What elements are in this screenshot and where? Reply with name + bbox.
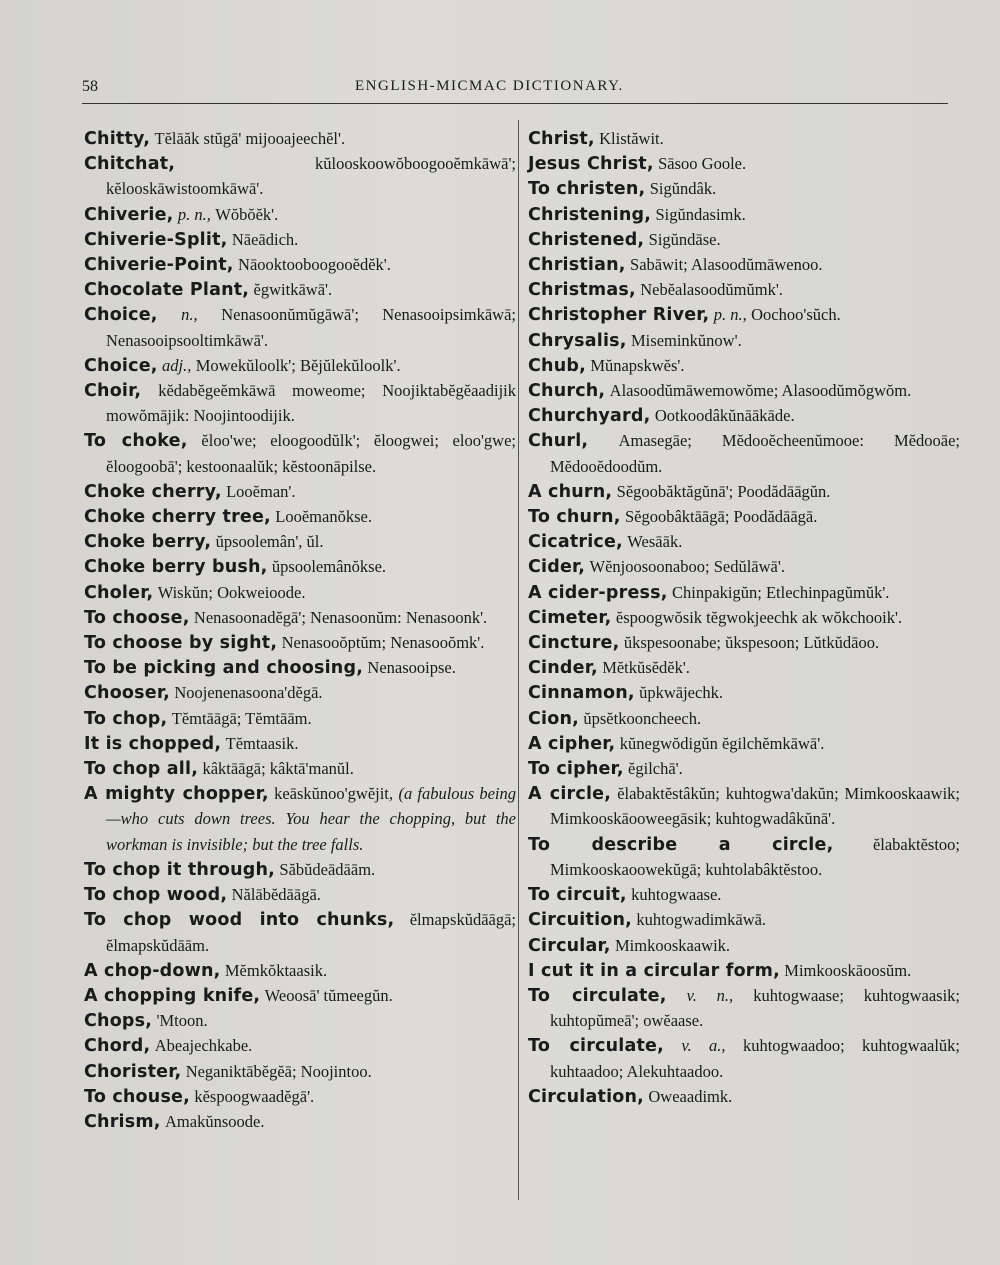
entry-definition: Tĕmtaasik. [225, 733, 299, 753]
entry-definition: Mĕmkŏktaasik. [224, 960, 328, 980]
dictionary-entry [528, 479, 960, 504]
entry-headword: A chopping knife, [84, 985, 261, 1006]
entry-headword: To chop wood, [84, 885, 228, 906]
entry-definition: Sigŭndâk. [649, 179, 717, 199]
entry-headword: Chub, [528, 355, 586, 376]
entry-headword: To circuit, [528, 885, 627, 906]
dictionary-entry [528, 933, 960, 958]
entry-headword: Chrism, [84, 1111, 161, 1132]
entry-grammar: adj., [162, 355, 192, 375]
dictionary-entry [84, 126, 516, 151]
entry-grammar: p. n., [177, 204, 211, 224]
entry-definition: Nălābĕdāāgā. [231, 885, 321, 905]
entry-headword: To cipher, [528, 759, 624, 780]
entry-grammar: v. a., [681, 1036, 726, 1056]
dictionary-entry [528, 252, 960, 277]
entry-headword: To choose, [84, 607, 190, 628]
entry-definition: Nenasoonŭmŭgāwā'; Nenasooipsimkāwā; Nenasooipsooltimkāwā'. [106, 305, 517, 350]
dictionary-entry [528, 126, 960, 151]
entry-definition: Nenasooipse. [367, 658, 456, 678]
entry-headword: Chiverie, [84, 204, 174, 225]
dictionary-entry [528, 202, 960, 227]
entry-headword: Choler, [84, 582, 154, 603]
entry-headword: To churn, [528, 507, 621, 528]
entry-headword: Cinnamon, [528, 683, 635, 704]
dictionary-entry [528, 958, 960, 983]
dictionary-entry [528, 706, 960, 731]
entry-definition: Wĕnjoosoonaboo; Sedŭlāwā'. [589, 557, 785, 577]
dictionary-entry [84, 277, 516, 302]
entry-headword: Chooser, [84, 683, 170, 704]
entry-definition: Wŏbŏĕk'. [215, 204, 279, 224]
entry-headword: Churchyard, [528, 406, 651, 427]
dictionary-entry [84, 529, 516, 554]
dictionary-entry [528, 353, 960, 378]
entry-headword: To chouse, [84, 1086, 190, 1107]
dictionary-entry [528, 882, 960, 907]
entry-headword: Christened, [528, 229, 645, 250]
entry-headword: Chorister, [84, 1061, 182, 1082]
entry-definition: ŭpsĕtkooncheech. [583, 708, 702, 728]
entry-headword: A cider-press, [528, 582, 668, 603]
entry-headword: I cut it in a circular form, [528, 960, 780, 981]
dictionary-entry [528, 151, 960, 176]
entry-definition: Wiskŭn; Ookweioode. [157, 582, 306, 602]
dictionary-entry [84, 252, 516, 277]
entry-headword: Choice, [84, 305, 158, 326]
entry-headword: To describe a circle, [528, 834, 834, 855]
entry-headword: Chitty, [84, 129, 151, 149]
dictionary-entry [84, 1084, 516, 1109]
entry-headword: It is chopped, [84, 733, 222, 754]
dictionary-entry [84, 554, 516, 579]
entry-definition: Klistăwit. [599, 129, 664, 148]
entry-headword: Choke cherry tree, [84, 507, 271, 528]
dictionary-entry [528, 907, 960, 932]
entry-definition: Amakŭnsoode. [165, 1111, 265, 1131]
entry-headword: Chops, [84, 1011, 153, 1032]
entry-definition: Nenasoonadĕgā'; Nenasoonŭm: Nenasoonk'. [193, 607, 488, 627]
entry-definition: kuhtogwadimkāwā. [636, 910, 767, 930]
entry-headword: To christen, [528, 179, 646, 200]
dictionary-entry [84, 958, 516, 983]
dictionary-entry [84, 706, 516, 731]
entry-headword: A circle, [528, 784, 612, 805]
entry-headword: Circulation, [528, 1086, 645, 1107]
dictionary-entry [84, 882, 516, 907]
dictionary-entry [84, 907, 516, 957]
dictionary-entry [528, 328, 960, 353]
dictionary-entry [84, 479, 516, 504]
entry-definition: kĕspoogwaadĕgā'. [194, 1086, 315, 1106]
entry-definition: Tĕmtāāgā; Tĕmtāām. [171, 708, 312, 728]
entry-headword: To chop it through, [84, 859, 276, 880]
entry-definition: Mowekŭloolk'; Bĕjŭlekŭloolk'. [195, 355, 401, 375]
entry-headword: Christian, [528, 255, 626, 276]
dictionary-entry [84, 428, 516, 478]
entry-definition: keāskŭnoo'gwĕjit, [274, 784, 394, 804]
dictionary-entry [528, 428, 960, 478]
entry-headword: Chitchat, [84, 154, 176, 175]
entry-definition: kuhtogwaadoo; kuhtogwaalŭk; kuhtaadoo; Alekuhtaadoo. [550, 1036, 961, 1081]
dictionary-entry [528, 554, 960, 579]
entry-definition: ŭpkwājechk. [639, 683, 723, 703]
entry-definition: 'Mtoon. [156, 1011, 208, 1031]
dictionary-entry [528, 1084, 960, 1109]
entry-definition: Oweaadimk. [648, 1086, 733, 1106]
entry-definition: kŭlooskoowŏboogooĕmkāwā'; kĕlooskāwistoomkāwā'. [106, 154, 516, 199]
entry-definition: Weoosā' tŭmeegŭn. [264, 985, 393, 1005]
dictionary-entry [528, 832, 960, 882]
entry-headword: Chocolate Plant, [84, 280, 250, 301]
entry-definition: ŭkspesoonabe; ŭkspesoon; Lŭtkŭdāoo. [623, 633, 880, 653]
entry-definition: ŭpsoolemân', ŭl. [215, 532, 324, 552]
entry-headword: Cinder, [528, 658, 598, 679]
entry-headword: A mighty chopper, [84, 784, 269, 805]
entry-definition: ŭpsoolemânŏkse. [271, 557, 387, 577]
entry-grammar: v. n., [686, 985, 734, 1005]
entry-headword: To chop all, [84, 759, 199, 780]
entry-headword: Cion, [528, 708, 579, 729]
entry-definition: kŭnegwŏdigŭn ĕgilchĕmkāwā'. [619, 733, 825, 753]
entry-headword: Chiverie-Point, [84, 255, 234, 276]
entry-headword: Choir, [84, 381, 142, 402]
dictionary-entry [84, 857, 516, 882]
entry-definition: ĕloo'we; eloogoodŭlk'; ĕloogwei; eloo'gwe; ĕloogoobā'; kestoonaalŭk; kĕstoonāpilse. [106, 431, 516, 476]
dictionary-entry [84, 378, 516, 428]
entry-definition: Mŭnapskwĕs'. [590, 355, 685, 375]
dictionary-entry [528, 655, 960, 680]
entry-definition: Amasegāe; Mĕdooĕcheenŭmooe: Mĕdooāe; Mĕdooĕdoodŭm. [550, 431, 960, 476]
entry-definition: Neganiktābĕgĕā; Noojintoo. [185, 1061, 372, 1081]
entry-definition: Wesāāk. [627, 532, 683, 552]
entry-headword: To circulate, [528, 1036, 664, 1057]
entry-headword: To chop, [84, 708, 168, 729]
entry-headword: Choke berry bush, [84, 557, 268, 578]
entry-headword: Choke berry, [84, 532, 212, 553]
entry-definition: ĕlabaktĕstoo; Mimkooskaoowekŭgā; kuhtolabâktĕstoo. [550, 834, 961, 879]
entry-definition: kâktāāgā; kâktā'manŭl. [202, 759, 354, 779]
dictionary-entry [84, 1033, 516, 1058]
dictionary-entry [528, 781, 960, 831]
dictionary-entry [84, 1008, 516, 1033]
entry-headword: Churl, [528, 431, 589, 452]
entry-definition: Nenasooŏptŭm; Nenasooŏmk'. [281, 633, 485, 653]
entry-headword: A churn, [528, 481, 613, 502]
entry-headword: Christopher River, [528, 305, 710, 326]
entry-definition: Sĕgoobăktăgŭnā'; Poodădāāgŭn. [616, 481, 831, 501]
dictionary-entry [84, 630, 516, 655]
entry-note: (a fabulous being—who cuts down trees. You hear the chopping, but the workman is invisible; but the tree falls. [106, 784, 517, 854]
dictionary-entry [84, 781, 516, 857]
dictionary-entry [84, 202, 516, 227]
entry-headword: Cimeter, [528, 607, 612, 628]
entry-grammar: n., [181, 305, 198, 325]
entry-definition: Sāsoo Goole. [658, 154, 747, 174]
dictionary-entry [528, 277, 960, 302]
entry-headword: Christening, [528, 204, 652, 225]
entry-definition: Chinpakigŭn; Etlechinpagŭmŭk'. [671, 582, 890, 602]
dictionary-entry [528, 403, 960, 428]
dictionary-entry [528, 504, 960, 529]
dictionary-entry [528, 176, 960, 201]
entry-definition: Mimkooskaawik. [615, 935, 731, 955]
entry-definition: Nāooktooboogooĕdĕk'. [238, 255, 391, 275]
entry-definition: Tĕlāăk stŭgā' mijooajeechĕl'. [154, 129, 346, 148]
entry-definition: Sigŭndasimk. [655, 204, 746, 224]
entry-definition: Mimkooskāoosŭm. [784, 960, 912, 980]
dictionary-entry [84, 655, 516, 680]
entry-definition: Alasoodŭmāwemowŏme; Alasoodŭmŏgwŏm. [609, 381, 912, 401]
dictionary-entry [84, 756, 516, 781]
entry-headword: Christmas, [528, 280, 636, 301]
entry-definition: Looĕmanŏkse. [275, 507, 372, 527]
entry-headword: To chop wood into chunks, [84, 910, 395, 931]
entry-headword: Chrysalis, [528, 330, 627, 351]
dictionary-entry [528, 1033, 960, 1083]
dictionary-entry [528, 983, 960, 1033]
entry-definition: ĕspoogwŏsik tĕgwokjeechk ak wŏkchooik'. [615, 607, 903, 627]
dictionary-entry [528, 731, 960, 756]
left-column [84, 126, 516, 1134]
running-title: ENGLISH-MICMAC DICTIONARY. [355, 78, 624, 94]
dictionary-entry [84, 1059, 516, 1084]
header-rule [82, 103, 948, 104]
entry-definition: kuhtogwaase; kuhtogwaasik; kuhtopŭmeā'; owĕaase. [550, 985, 960, 1031]
entry-definition: Sabāwit; Alasoodŭmāwenoo. [630, 255, 823, 275]
entry-headword: To choke, [84, 431, 188, 452]
dictionary-entry [528, 378, 960, 403]
entry-definition: kĕdabĕgeĕmkāwā moweome; Noojiktabĕgĕaadijik mowŏmājik: Noojintoodijik. [106, 381, 516, 426]
entry-definition: ĕgwitkāwā'. [253, 280, 333, 300]
entry-headword: Christ, [528, 129, 595, 149]
entry-grammar: p. n., [713, 305, 747, 325]
entry-definition: Mĕtkŭsĕdĕk'. [602, 658, 690, 678]
dictionary-entry [84, 983, 516, 1008]
entry-headword: Jesus Christ, [528, 154, 654, 175]
right-column [528, 126, 960, 1109]
entry-definition: kuhtogwaase. [631, 885, 722, 905]
dictionary-entry [84, 504, 516, 529]
dictionary-entry [84, 151, 516, 201]
entry-headword: Cincture, [528, 633, 620, 654]
entry-headword: Chord, [84, 1036, 151, 1057]
dictionary-entry [84, 605, 516, 630]
entry-headword: To circulate, [528, 985, 667, 1006]
entry-definition: Abeajechkabe. [154, 1036, 253, 1056]
entry-definition: Ootkoodâkŭnāākāde. [654, 406, 795, 426]
entry-definition: Miseminkŭnow'. [631, 330, 742, 350]
entry-definition: Looĕman'. [226, 481, 296, 501]
entry-definition: ĕlmapskŭdāāgā; ĕlmapskŭdāām. [106, 910, 516, 955]
dictionary-entry [528, 605, 960, 630]
entry-definition: Noojenenasoona'dĕgā. [174, 683, 323, 703]
dictionary-entry [84, 302, 516, 352]
entry-headword: Choice, [84, 355, 158, 376]
dictionary-entry [84, 227, 516, 252]
entry-headword: A chop-down, [84, 960, 221, 981]
dictionary-entry [84, 680, 516, 705]
dictionary-entry [84, 580, 516, 605]
entry-headword: Choke cherry, [84, 481, 222, 502]
dictionary-entry [84, 1109, 516, 1134]
page-number: 58 [82, 78, 98, 95]
entry-headword: Cicatrice, [528, 532, 623, 553]
entry-headword: Chiverie-Split, [84, 229, 228, 250]
dictionary-entry [528, 756, 960, 781]
entry-definition: Nāeādich. [231, 229, 299, 249]
dictionary-entry [528, 529, 960, 554]
entry-definition: ĕlabaktĕstâkŭn; kuhtogwa'dakŭn; Mimkooskaawik; Mimkooskāooweegāsik; kuhtogwadâkŭnā'. [550, 784, 961, 829]
entry-definition: Sigŭndāse. [648, 229, 721, 249]
dictionary-entry [528, 580, 960, 605]
entry-headword: A cipher, [528, 733, 616, 754]
entry-definition: Săbŭdeādāām. [279, 859, 376, 879]
entry-headword: Circuition, [528, 910, 632, 931]
dictionary-entry [528, 227, 960, 252]
entry-definition: ĕgilchā'. [628, 759, 683, 779]
column-divider [518, 120, 519, 1200]
dictionary-entry [84, 731, 516, 756]
entry-definition: Nebĕalasoodŭmŭmk'. [640, 280, 783, 300]
dictionary-entry [84, 353, 516, 378]
entry-headword: Cider, [528, 557, 586, 578]
entry-headword: To choose by sight, [84, 633, 278, 654]
entry-definition: Oochoo'sŭch. [751, 305, 841, 325]
dictionary-entry [528, 680, 960, 705]
entry-headword: Church, [528, 381, 606, 402]
entry-headword: Circular, [528, 935, 611, 956]
entry-definition: Sĕgoobâktāāgā; Poodădāāgā. [624, 507, 818, 527]
page-header [0, 76, 1000, 100]
entry-headword: To be picking and choosing, [84, 658, 364, 679]
dictionary-entry [528, 302, 960, 327]
dictionary-entry [528, 630, 960, 655]
